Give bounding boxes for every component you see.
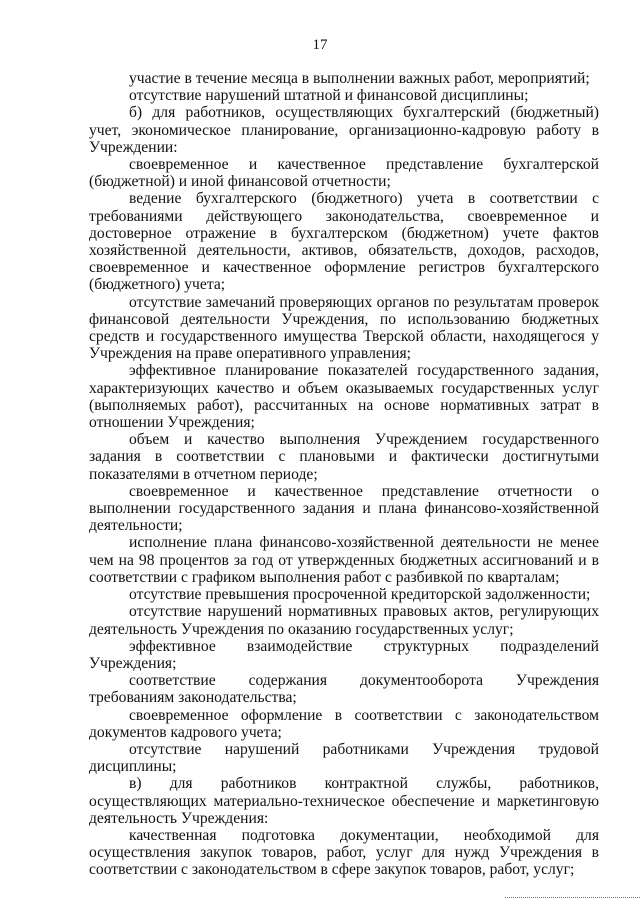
- paragraph-16: отсутствие нарушений работниками Учреждения трудовой дисциплины;: [89, 740, 599, 776]
- paragraph-2: отсутствие нарушений штатной и финансовой дисциплины;: [129, 87, 529, 105]
- paragraph-18: качественная подготовка документации, необходимой для осуществления закупок товаров, работ, услуг для нужд Учреждения в соответствии с законодательством в сфере закупок товаров, работ, услуг;: [89, 826, 599, 879]
- paragraph-5: ведение бухгалтерского (бюджетного) учета в соответствии с требованиями действующего законодательства, своевременное и достоверное отражение в бухгалтерском (бюджетном) учете фактов хозяйственной деятельности, активов, обязательств, доходов, расходов, своевременное и качественное оформление регистров бухгалтерского (бюджетного) учета;: [89, 190, 599, 294]
- paragraph-3: б) для работников, осуществляющих бухгалтерский (бюджетный) учет, экономическое планирование, организационно-кадровую работу в Учреждении:: [89, 104, 599, 156]
- paragraph-7: эффективное планирование показателей государственного задания, характеризующих качество и объем оказываемых государственных услуг (выполняемых работ), рассчитанных на основе нормативных затрат в отношении Учреждения;: [89, 362, 599, 432]
- document-body: [89, 70, 599, 879]
- paragraph-17: в) для работников контрактной службы, работников, осуществляющих материально-техническое обеспечение и маркетинговую деятельность Учреждения:: [89, 775, 599, 827]
- paragraph-14: соответствие содержания документооборота Учреждения требованиям законодательства;: [89, 672, 599, 707]
- paragraph-1: участие в течение месяца в выполнении важных работ, мероприятий;: [129, 70, 590, 87]
- paragraph-15: своевременное оформление в соответствии с законодательством документов кадрового учета;: [89, 706, 599, 741]
- paragraph-6: отсутствие замечаний проверяющих органов по результатам проверок финансовой деятельности Учреждения, по использованию бюджетных средств и государственного имущества Тверской области, находящегося у Учреждения на праве оперативного управления;: [89, 293, 599, 363]
- paragraph-4: своевременное и качественное представление бухгалтерской (бюджетной) и иной финансовой отчетности;: [89, 156, 599, 191]
- paragraph-9: своевременное и качественное представление отчетности о выполнении государственного задания и плана финансово-хозяйственной деятельности;: [89, 482, 599, 535]
- paragraph-12: отсутствие нарушений нормативных правовых актов, регулирующих деятельность Учреждения по оказанию государственных услуг;: [89, 603, 599, 638]
- paragraph-8: объем и качество выполнения Учреждением государственного задания в соответствии с плановыми и фактически достигнутыми показателями в отчетном периоде;: [89, 431, 599, 483]
- paragraph-13: эффективное взаимодействие структурных подразделений Учреждения;: [89, 637, 599, 672]
- paragraph-11: отсутствие превышения просроченной кредиторской задолженности;: [129, 586, 591, 604]
- page-number: 17: [312, 37, 328, 53]
- scan-edge-line: [505, 897, 640, 898]
- paragraph-10: исполнение плана финансово-хозяйственной деятельности не менее чем на 98 процентов за год от утвержденных бюджетных ассигнований и в соответствии с графиком выполнения работ с разбивкой по кварталам;: [89, 534, 599, 586]
